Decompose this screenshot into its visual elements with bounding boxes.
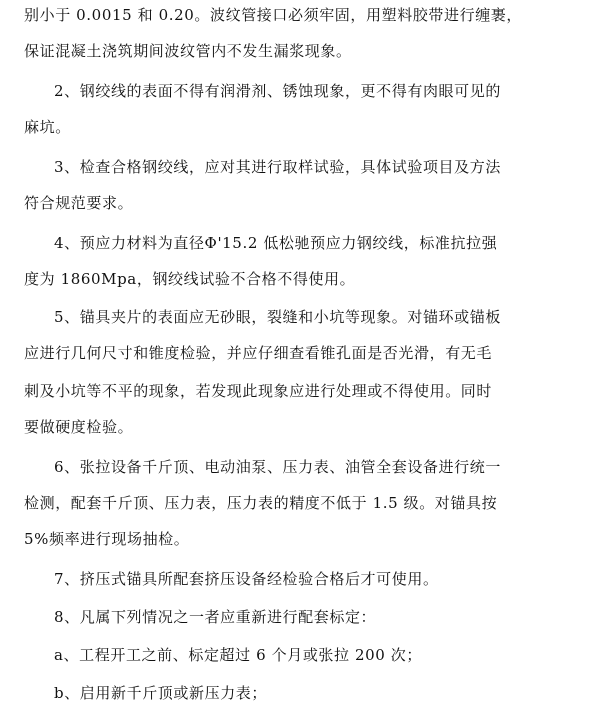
text-line: 应进行几何尺寸和锥度检验，并应仔细查看锥孔面是否光滑，有无毛: [24, 344, 493, 362]
list-item-a: a、工程开工之前、标定超过 6 个月或张拉 200 次；: [54, 646, 422, 664]
text-line: 保证混凝土浇筑期间波纹管内不发生漏浆现象。: [24, 42, 352, 60]
text-line: 符合规范要求。: [24, 194, 134, 212]
text-line: 5%频率进行现场抽检。: [24, 530, 190, 548]
paragraph-3-start: 3、检查合格钢绞线，应对其进行取样试验，具体试验项目及方法: [54, 158, 501, 176]
paragraph-7: 7、挤压式锚具所配套挤压设备经检验合格后才可使用。: [54, 570, 439, 588]
text-line: 要做硬度检验。: [24, 418, 134, 436]
text-line: 刺及小坑等不平的现象，若发现此现象应进行处理或不得使用。同时: [24, 382, 493, 400]
paragraph-2-start: 2、钢绞线的表面不得有润滑剂、锈蚀现象，更不得有肉眼可见的: [54, 82, 501, 100]
text-line: 麻坑。: [24, 118, 71, 136]
paragraph-8: 8、凡属下列情况之一者应重新进行配套标定：: [54, 608, 377, 626]
paragraph-4-start: 4、预应力材料为直径Φ'15.2 低松驰预应力钢绞线，标准抗拉强: [54, 234, 498, 252]
text-line: 检测，配套千斤顶、压力表，压力表的精度不低于 1.5 级。对锚具按: [24, 494, 498, 512]
paragraph-6-start: 6、张拉设备千斤顶、电动油泵、压力表、油管全套设备进行统一: [54, 458, 501, 476]
list-item-b: b、启用新千斤顶或新压力表；: [54, 684, 268, 702]
text-line: 度为 1860Mpa，钢绞线试验不合格不得使用。: [24, 270, 356, 288]
paragraph-5-start: 5、锚具夹片的表面应无砂眼，裂缝和小坑等现象。对锚环或锚板: [54, 308, 501, 326]
text-line: 别小于 0.0015 和 0.20。波纹管接口必须牢固，用塑料胶带进行缠裹，: [24, 6, 522, 24]
